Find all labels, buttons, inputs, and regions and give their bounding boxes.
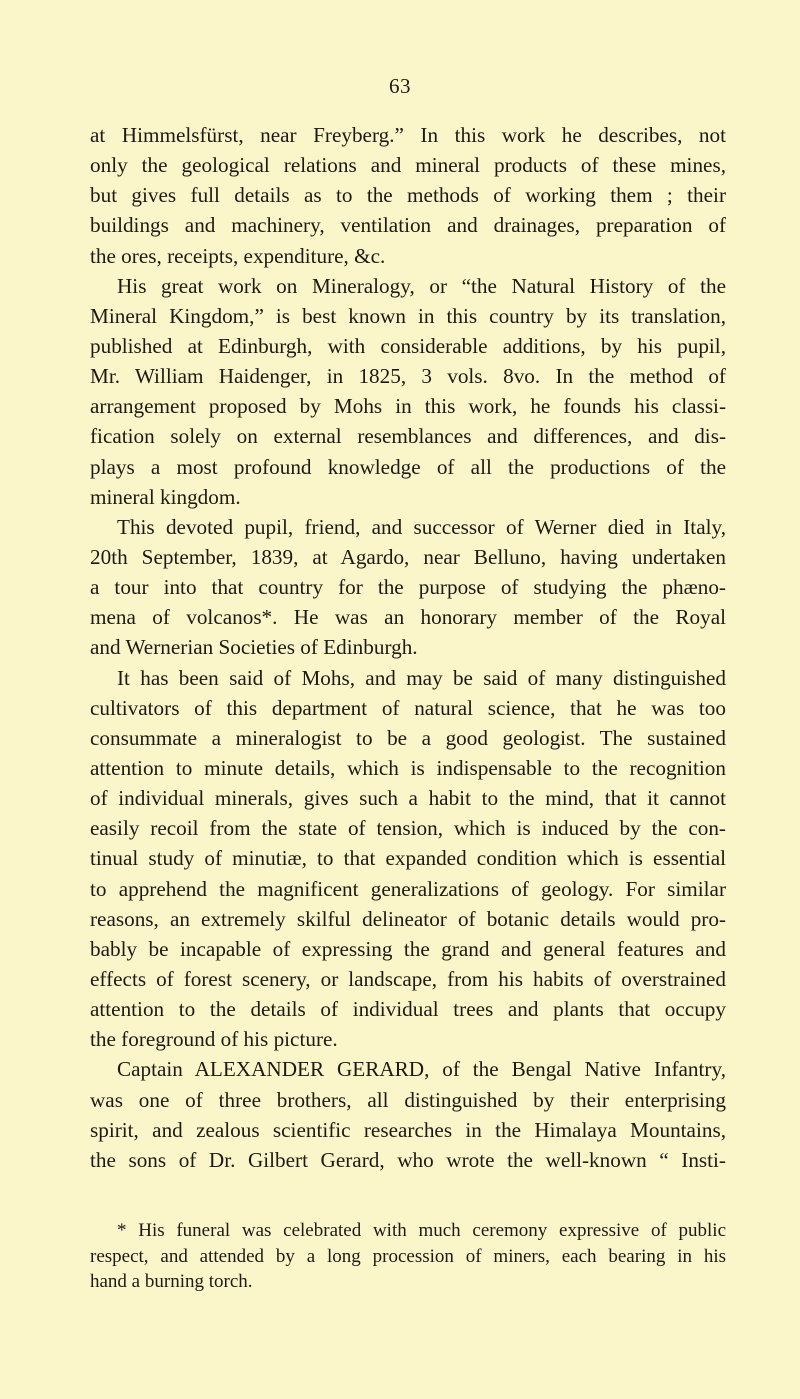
page-number: 63 [389, 74, 411, 98]
text-line: attention to the details of individual trees and plants that occupy [90, 997, 726, 1022]
text-line: spirit, and zealous scientific researches in the Himalaya Mountains, [90, 1117, 726, 1142]
text-line: reasons, an extremely skilful delineator of botanic details would pro- [90, 906, 726, 931]
text-line: It has been said of Mohs, and may be said of many distinguished [117, 665, 726, 690]
text-line: arrangement proposed by Mohs in this work, he founds his classi- [90, 394, 726, 419]
text-line: at Himmelsfürst, near Freyberg.” In this work he describes, not [90, 123, 726, 147]
text-line: cultivators of this department of natural science, that he was too [90, 695, 726, 720]
text-line: the ores, receipts, expenditure, &c. [90, 243, 386, 268]
text-line: and Wernerian Societies of Edinburgh. [90, 635, 418, 660]
text-line: only the geological relations and mineral products of these mines, [90, 153, 726, 178]
text-line: easily recoil from the state of tension, which is induced by the con- [90, 816, 726, 841]
text-line: attention to minute details, which is indispensable to the recognition [90, 755, 726, 780]
text-line: to apprehend the magnificent generalizations of geology. For similar [90, 876, 726, 901]
text-line: bably be incapable of expressing the grand and general features and [90, 936, 726, 961]
text-line: was one of three brothers, all distinguished by their enterprising [90, 1087, 726, 1112]
text-line: Mineral Kingdom,” is best known in this country by its translation, [90, 303, 726, 328]
text-line: His great work on Mineralogy, or “the Natural History of the [117, 273, 726, 298]
footnote-line: * His funeral was celebrated with much ceremony expressive of public [117, 1220, 726, 1241]
text-line: a tour into that country for the purpose of studying the phæno- [90, 575, 726, 600]
text-line: plays a most profound knowledge of all the productions of the [90, 454, 726, 479]
footnote-line: hand a burning torch. [90, 1271, 253, 1292]
text-line: buildings and machinery, ventilation and drainages, preparation of [90, 213, 726, 238]
text-line: Mr. William Haidenger, in 1825, 3 vols. 8vo. In the method of [90, 364, 726, 389]
footnote [90, 1218, 726, 1295]
text-line: of individual minerals, gives such a habit to the mind, that it cannot [90, 786, 726, 811]
text-line: but gives full details as to the methods of working them ; their [90, 183, 726, 208]
text-line: fication solely on external resemblances and differences, and dis- [90, 424, 726, 449]
body-text [90, 120, 726, 1175]
text-line: the foreground of his picture. [90, 1027, 338, 1052]
footnote-line: respect, and attended by a long procession of miners, each bearing in his [90, 1245, 726, 1267]
text-line: mena of volcanos*. He was an honorary member of the Royal [90, 605, 726, 630]
text-line: published at Edinburgh, with considerable additions, by his pupil, [90, 333, 726, 358]
text-line: tinual study of minutiæ, to that expanded condition which is essential [90, 846, 726, 871]
text-line: Captain ALEXANDER GERARD, of the Bengal Native Infantry, [117, 1057, 726, 1082]
text-line: 20th September, 1839, at Agardo, near Belluno, having undertaken [90, 544, 726, 569]
text-line: mineral kingdom. [90, 484, 241, 509]
text-line: the sons of Dr. Gilbert Gerard, who wrote the well-known “ Insti- [90, 1147, 726, 1172]
text-line: This devoted pupil, friend, and successor of Werner died in Italy, [117, 514, 726, 539]
text-line: consummate a mineralogist to be a good geologist. The sustained [90, 725, 726, 750]
text-line: effects of forest scenery, or landscape, from his habits of overstrained [90, 966, 726, 991]
